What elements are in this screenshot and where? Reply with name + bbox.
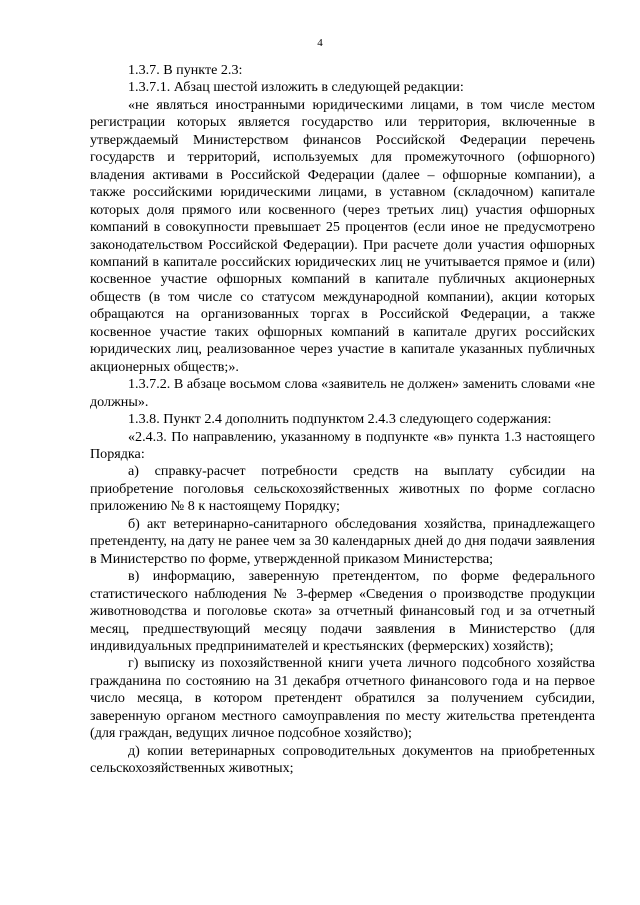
paragraph-2-4-3: «2.4.3. По направлению, указанному в подпункте «в» пункта 1.3 настоящего Порядка: bbox=[90, 428, 595, 462]
document-body bbox=[90, 62, 595, 778]
paragraph-1-3-7: 1.3.7. В пункте 2.3: bbox=[128, 62, 243, 78]
list-item-g: г) выписку из похозяйственной книги учета личного подсобного хозяйства гражданина по состоянию на 31 декабря отчетного финансового года и на первое число месяца, в котором претендент обратился за получением субсидии, заверенную органом местного самоуправления по месту жительства претендента (для граждан, ведущих личное подсобное хозяйство); bbox=[90, 655, 595, 742]
page-number: 4 bbox=[317, 37, 323, 49]
list-item-d: д) копии ветеринарных сопроводительных документов на приобретенных сельскохозяйственных животных; bbox=[90, 742, 595, 777]
paragraph-1-3-8: 1.3.8. Пункт 2.4 дополнить подпунктом 2.4.3 следующего содержания: bbox=[128, 411, 552, 428]
paragraph-1-3-7-2: 1.3.7.2. В абзаце восьмом слова «заявитель не должен» заменить словами «не должны». bbox=[90, 376, 595, 410]
list-item-a: а) справку-расчет потребности средств на выплату субсидии на приобретение поголовья сельскохозяйственных животных по форме согласно приложению № 8 к настоящему Порядку; bbox=[90, 463, 595, 515]
list-item-b: б) акт ветеринарно-санитарного обследования хозяйства, принадлежащего претенденту, на дату не ранее чем за 30 календарных дней до дня подачи заявления в Министерство по форме, утвержденной приказом Министерства; bbox=[90, 515, 595, 567]
paragraph-1-3-7-1: 1.3.7.1. Абзац шестой изложить в следующей редакции: bbox=[128, 79, 464, 96]
paragraph-quoted-offshore: «не являться иностранными юридическими лицами, в том числе местом регистрации которых является государство или территория, включенные в утверждаемый Министерством финансов Российской Федерации перечень государств и территорий, используемых для промежуточного (офшорного) владения активами в Российской Федерации (далее – офшорные компании), а также российскими юридическими лицами, в уставном (складочном) капитале которых доля прямого или косвенного (через третьих лиц) участия офшорных компаний в совокупности превышает 25 процентов (если иное не предусмотрено законодательством Российской Федерации). При расчете доли участия офшорных компаний в капитале российских юридических лиц не учитывается прямое и (или) косвенное участие офшорных компаний в капитале публичных акционерных обществ (в том числе со статусом международной компании), акции которых обращаются на организованных торгах в Российской Федерации, а также косвенное участие таких офшорных компаний в капитале других российских юридических лиц, реализованное через участие в капитале указанных публичных акционерных обществ;». bbox=[90, 96, 595, 375]
list-item-v: в) информацию, заверенную претендентом, по форме федерального статистического наблюдения № 3-фермер «Сведения о производстве продукции животноводства и поголовье скота» за отчетный финансовый год и за отчетный месяц, предшествующий месяцу подачи заявления в Министерство (для индивидуальных предпринимателей и крестьянских (фермерских) хозяйств); bbox=[90, 568, 595, 654]
